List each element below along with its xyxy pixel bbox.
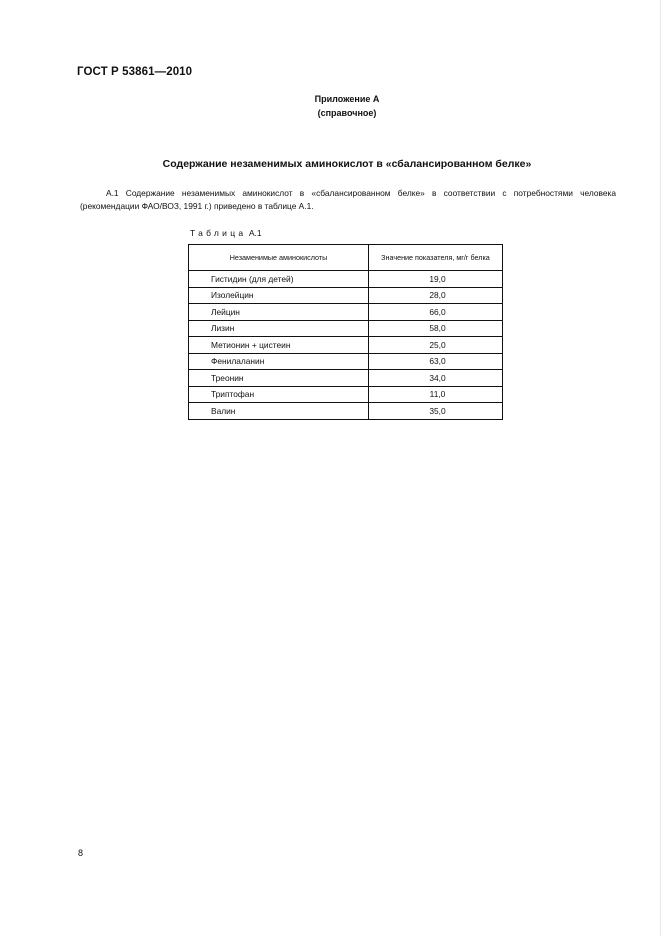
appendix-title: Приложение А: [314, 94, 380, 104]
table-row: [189, 287, 503, 304]
table-row: [189, 370, 503, 387]
row-value: 19,0: [429, 273, 446, 284]
row-name: Гистидин (для детей): [189, 271, 369, 288]
table-row: [189, 353, 503, 370]
section-heading: Содержание незаменимых аминокислот в «сбалансированном белке»: [162, 158, 532, 170]
table-row: [189, 337, 503, 354]
row-name: Валин: [189, 403, 369, 420]
row-name: Изолейцин: [189, 287, 369, 304]
table-row: [189, 304, 503, 321]
row-value: 63,0: [369, 353, 503, 370]
table-caption-label: Таблица: [190, 228, 247, 238]
table-header-row: [189, 245, 503, 271]
row-name: Треонин: [189, 370, 369, 387]
page-number: 8: [78, 848, 84, 858]
row-name: Лейцин: [189, 304, 369, 321]
appendix-note: (справочное): [317, 108, 377, 118]
row-value: 58,0: [369, 320, 503, 337]
row-value: 35,0: [369, 403, 503, 420]
header-amino-acid: Незаменимые аминокислоты: [189, 245, 369, 271]
row-name: Метионин + цистеин: [189, 337, 369, 354]
row-value: 28,0: [369, 287, 503, 304]
row-value: 66,0: [369, 304, 503, 321]
table-row: [189, 386, 503, 403]
row-value: 11,0: [369, 386, 503, 403]
header-value: Значение показателя, мг/г белка: [369, 245, 503, 271]
table-row: [189, 320, 503, 337]
row-name: Фенилаланин: [189, 353, 369, 370]
table-row: [189, 403, 503, 420]
row-value: 34,0: [369, 370, 503, 387]
table-row: [189, 271, 503, 288]
table-caption: [190, 228, 262, 238]
amino-acid-table: [188, 244, 503, 420]
row-value: 25,0: [369, 337, 503, 354]
row-name: Триптофан: [189, 386, 369, 403]
row-name: Лизин: [189, 320, 369, 337]
intro-paragraph: А.1 Содержание незаменимых аминокислот в «сбалансированном белке» в соответствии с потребностями человека (рекомендации ФАО/ВОЗ, 1991 г.) приведено в таблице А.1.: [80, 188, 616, 211]
document-code: ГОСТ Р 53861—2010: [77, 66, 193, 78]
table-caption-number: А.1: [248, 228, 262, 238]
